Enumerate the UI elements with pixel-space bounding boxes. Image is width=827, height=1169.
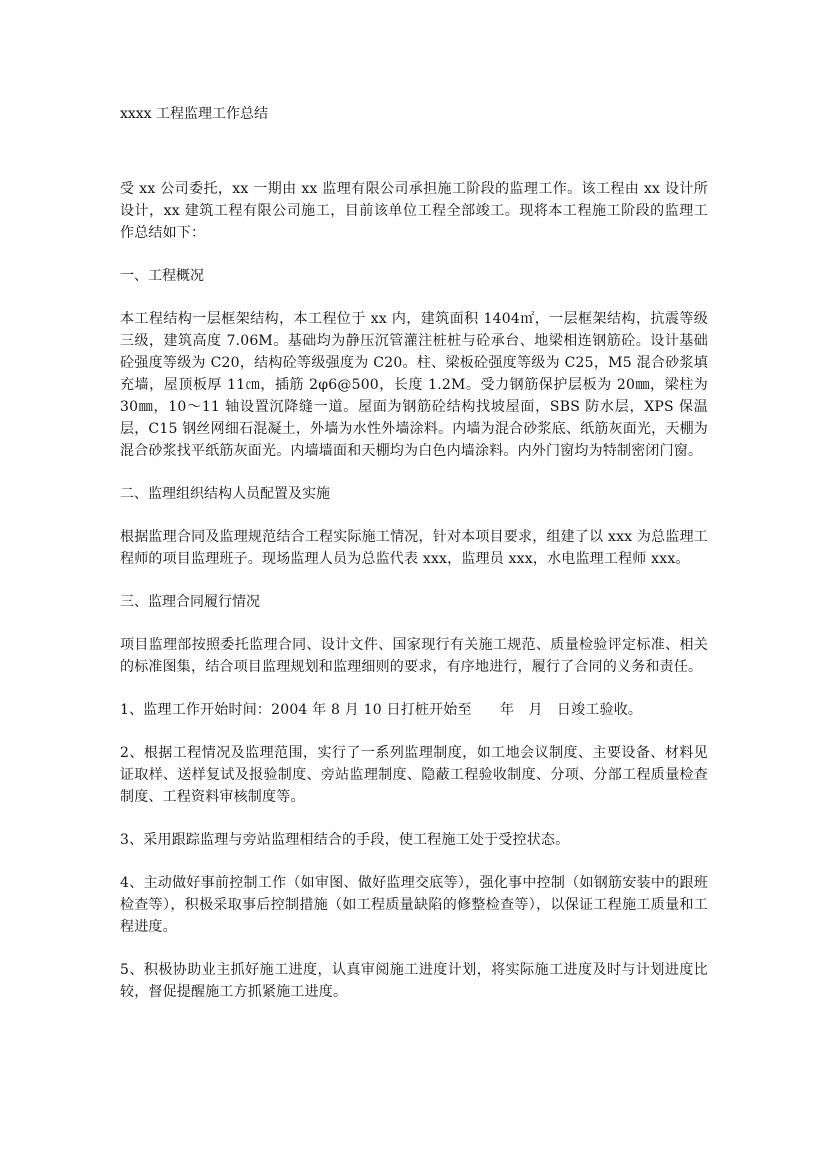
list-item-3: 3、采用跟踪监理与旁站监理相结合的手段，使工程施工处于受控状态。 — [120, 832, 570, 848]
intro-paragraph: 受 xx 公司委托，xx 一期由 xx 监理有限公司承担施工阶段的监理工作。该工程由 xx 设计所设计，xx 建筑工程有限公司施工，目前该单位工程全部竣工。现将本工程施工阶段的监理工作总结如下： — [120, 181, 708, 241]
section-3-paragraph: 项目监理部按照委托监理合同、设计文件、国家现行有关施工规范、质量检验评定标准、相关的标准图集，结合项目监理规划和监理细则的要求，有序地进行，履行了合同的义务和责任。 — [120, 637, 708, 675]
list-item-2: 2、根据工程情况及监理范围，实行了一系列监理制度，如工地会议制度、主要设备、材料见证取样、送样复试及报验制度、旁站监理制度、隐蔽工程验收制度、分项、分部工程质量检查制度、工程资料审核制度等。 — [120, 745, 708, 805]
section-2-paragraph: 根据监理合同及监理规范结合工程实际施工情况，针对本项目要求，组建了以 xxx 为总监理工程师的项目监理班子。现场监理人员为总监代表 xxx，监理员 xxx，水电监理工程师 xxx。 — [120, 529, 708, 567]
list-item-4: 4、主动做好事前控制工作（如审图、做好监理交底等），强化事中控制（如钢筋安装中的跟班检查等），积极采取事后控制措施（如工程质量缺陷的修整检查等），以保证工程施工质量和工程进度。 — [120, 875, 708, 935]
section-1-heading: 一、工程概况 — [120, 268, 204, 284]
document-title: xxxx 工程监理工作总结 — [120, 106, 269, 122]
section-2-heading: 二、监理组织结构人员配置及实施 — [120, 486, 330, 502]
document-body — [120, 178, 708, 1024]
list-item-5: 5、积极协助业主抓好施工进度，认真审阅施工进度计划，将实际施工进度及时与计划进度比较，督促提醒施工方抓紧施工进度。 — [120, 962, 708, 1000]
section-1-paragraph: 本工程结构一层框架结构，本工程位于 xx 内，建筑面积 1404㎡，一层框架结构，抗震等级三级，建筑高度 7.06M。基础均为静压沉管灌注桩桩与砼承台、地梁相连钢筋砼。设计基础砼强度等级为 C20，结构砼等级强度为 C20。柱、梁板砼强度等级为 C25，M5 混合砂浆填充墙，屋顶板厚 11㎝，插筋 2φ6@500，长度 1.2M。受力钢筋保护层板为 20㎜，梁柱为 30㎜，10～11 轴设置沉降缝一道。屋面为钢筋砼结构找坡屋面，SBS 防水层，XPS 保温层，C15 钢丝网细石混凝土，外墙为水性外墙涂料。内墙为混合砂浆底、纸筋灰面光，天棚为混合砂浆找平纸筋灰面光。内墙墙面和天棚均为白色内墙涂料。内外门窗均为特制密闭门窗。 — [120, 311, 708, 459]
section-3-heading: 三、监理合同履行情况 — [120, 594, 260, 610]
list-item-1: 1、监理工作开始时间：2004 年 8 月 10 日打桩开始至 年 月 日竣工验收。 — [120, 702, 643, 718]
